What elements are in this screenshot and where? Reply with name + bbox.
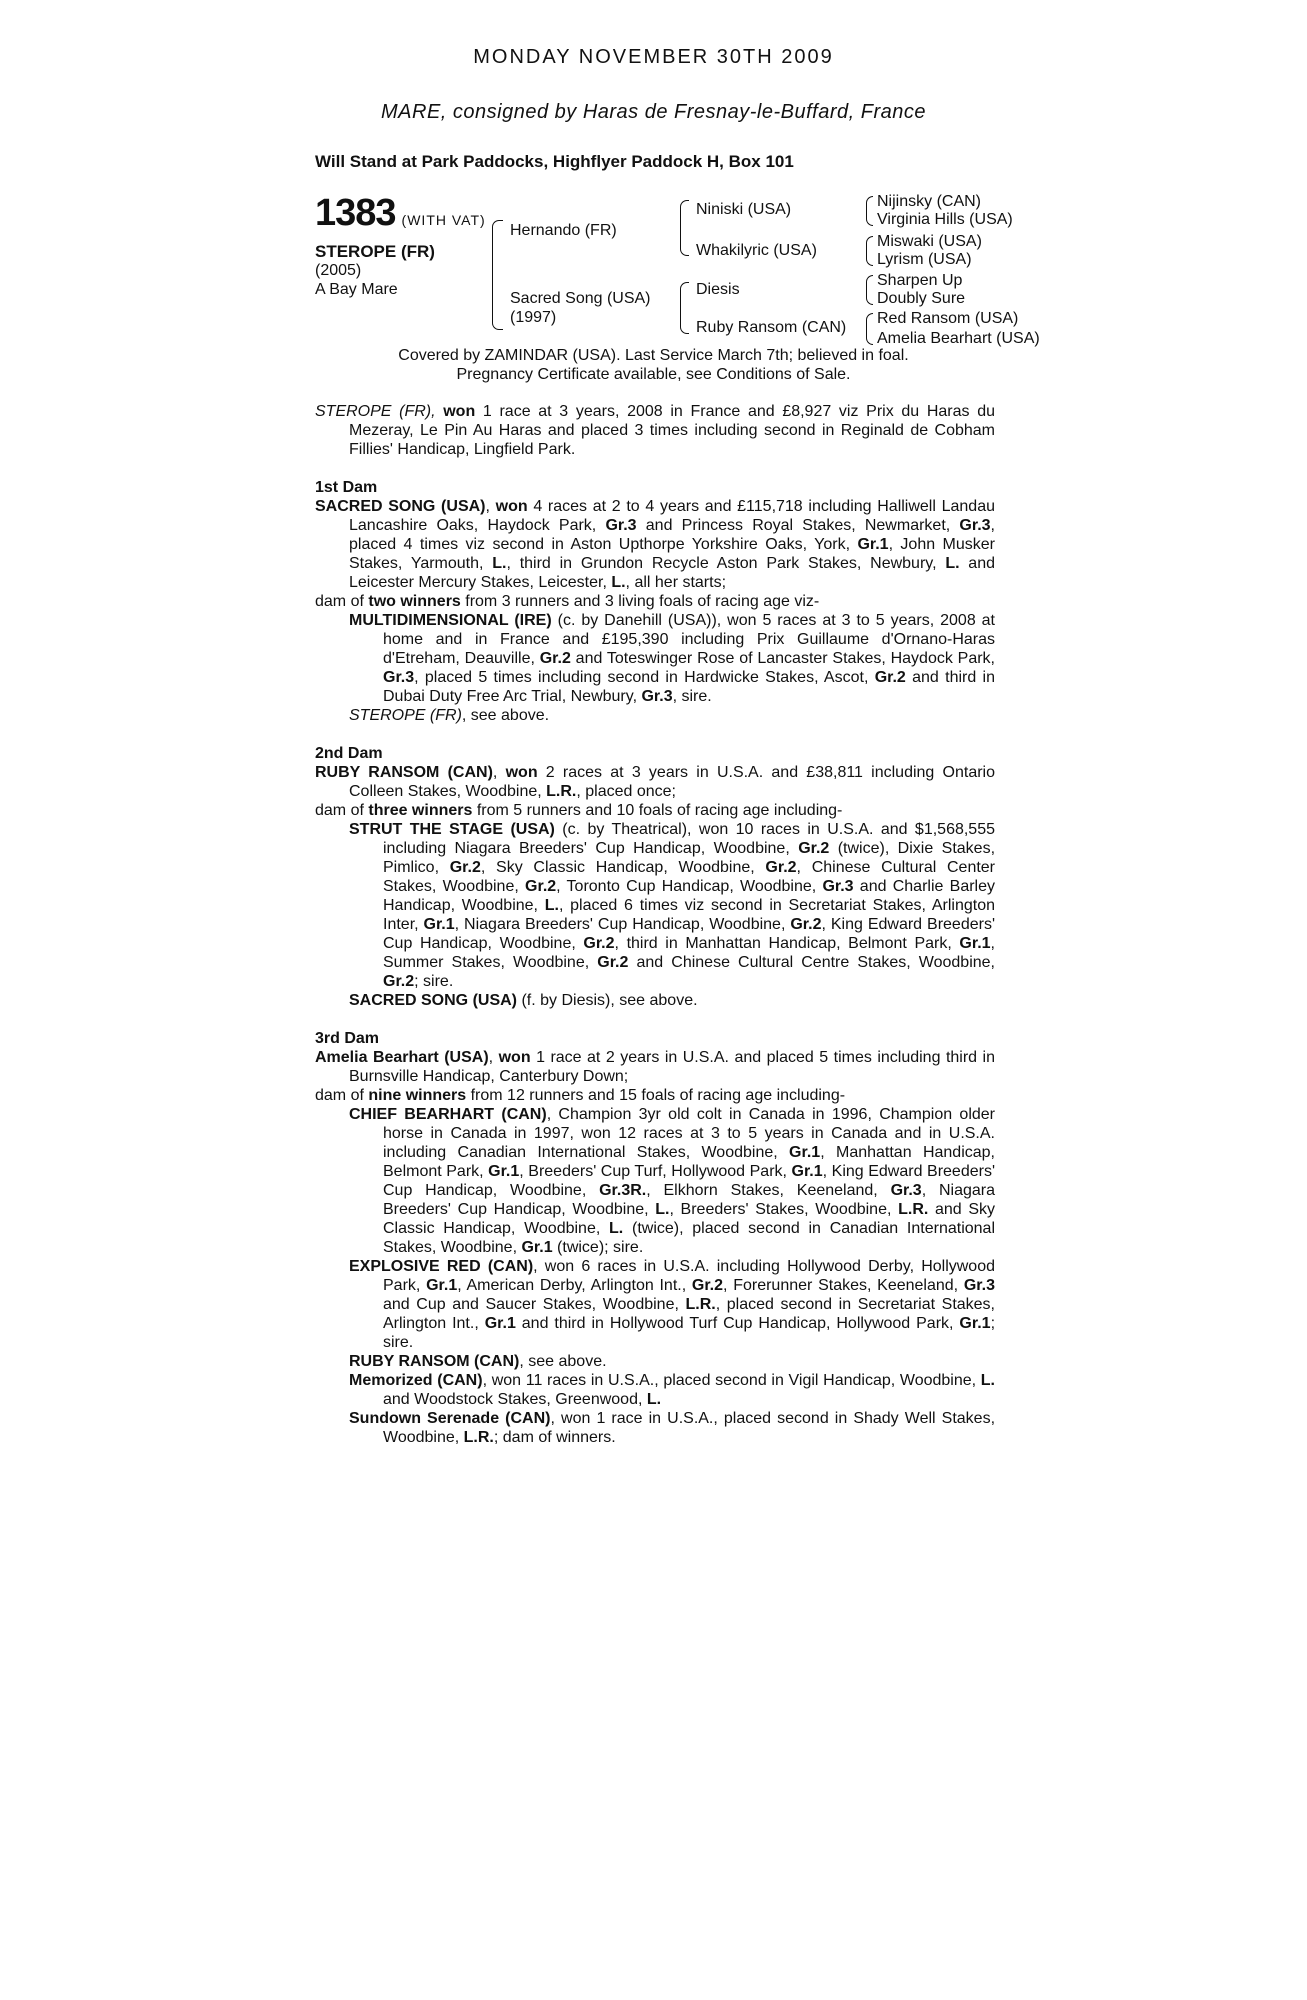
pedigree-brace-4 [866, 313, 873, 345]
grade: Gr.2 [583, 935, 615, 952]
grade: Gr.3 [641, 688, 673, 705]
horse-name: STEROPE (FR) [315, 242, 435, 261]
record-text: from 12 runners and 15 foals of racing age including- [466, 1087, 846, 1104]
record-text: , won 11 races in U.S.A., placed second in Vigil Handicap, Woodbine, [482, 1372, 981, 1389]
pedigree-ddd: Amelia Bearhart (USA) [877, 330, 1040, 347]
grade: L. [609, 1220, 624, 1237]
grade: Gr.2 [790, 916, 822, 933]
record-text: and third in Hollywood Turf Cup Handicap, Hollywood Park, [515, 1315, 960, 1332]
record-text: , Niagara Breeders' Cup Handicap, Woodbine, [383, 1182, 996, 1218]
record-text: , placed 6 times viz second in Secretariat Stakes, Arlington Inter, [383, 897, 995, 933]
pedigree-brace-dam [680, 282, 689, 334]
record-text: , Elkhorn Stakes, Keeneland, [646, 1182, 891, 1199]
grade: L. [611, 574, 626, 591]
grade: L. [980, 1372, 995, 1389]
grade: Gr.1 [488, 1163, 520, 1180]
record-text: , sire. [672, 688, 712, 705]
record-text: , won 6 races in U.S.A. including Hollywood Derby, Hollywood Park, [383, 1258, 995, 1294]
record-text: , Breeders' Stakes, Woodbine, [669, 1201, 899, 1218]
grade: Gr.3R. [599, 1182, 647, 1199]
first-dam-heading: 1st Dam [315, 479, 378, 496]
record-text: and Princess Royal Stakes, Newmarket, [636, 517, 960, 534]
third-dam-name: Amelia Bearhart (USA) [315, 1049, 489, 1066]
pedigree-brace-3 [866, 275, 873, 305]
winners-count: three winners [368, 802, 473, 819]
record-text: and Charlie Barley Handicap, Woodbine, [383, 878, 995, 914]
record-text: , won 1 race in U.S.A., placed second in Shady Well Stakes, Woodbine, [383, 1410, 996, 1446]
record-text: (twice), Dixie Stakes, Pimlico, [383, 840, 996, 876]
record-text: , Breeders' Cup Turf, Hollywood Park, [519, 1163, 792, 1180]
grade: L. [646, 1391, 662, 1408]
record-text: dam of [315, 1087, 369, 1104]
record-text: and Sky Classic Handicap, Woodbine, [383, 1201, 996, 1237]
grade: Gr.2 [539, 650, 571, 667]
winners-count: nine winners [368, 1087, 467, 1104]
pedigree-dam: Sacred Song (USA) [510, 290, 651, 307]
pedigree-sire-dam: Whakilyric (USA) [696, 242, 817, 259]
record-text: , all her starts; [625, 574, 727, 591]
grade: Gr.2 [597, 954, 629, 971]
intro-text: 1 race at 3 years, 2008 in France and £8,927 viz Prix du Haras du Mezeray, Le Pin Au Haras and placed 3 times including second in Reginald de Cobham Fillies' Handicap, Lingfield Park. [349, 403, 995, 458]
grade: L.R. [546, 783, 577, 800]
grade: Gr.2 [765, 859, 797, 876]
pedigree-dds: Red Ransom (USA) [877, 310, 1019, 327]
third-dam-produce-summary [315, 1086, 995, 1105]
grade: L. [492, 555, 507, 572]
first-dam-produce-summary [315, 592, 995, 611]
produce-entry [315, 611, 995, 706]
record-text: , American Derby, Arlington Int., [457, 1277, 692, 1294]
record-text: , third in Manhattan Handicap, Belmont Park, [614, 935, 960, 952]
grade: Gr.2 [383, 973, 415, 990]
grade: Gr.2 [525, 878, 557, 895]
intro-horse-name: STEROPE (FR), [315, 403, 436, 420]
second-dam-won: won [505, 764, 538, 781]
grade: Gr.1 [426, 1277, 458, 1294]
grade: Gr.2 [874, 669, 906, 686]
record-text: (twice); sire. [552, 1239, 644, 1256]
third-dam-won: won [498, 1049, 531, 1066]
produce-entry [315, 706, 995, 725]
second-dam-heading: 2nd Dam [315, 745, 383, 762]
second-dam-name: RUBY RANSOM (CAN) [315, 764, 493, 781]
consignor-line: MARE, consigned by Haras de Fresnay-le-Buffard, France [381, 101, 926, 123]
pedigree-sire-sire: Niniski (USA) [696, 201, 792, 218]
grade: Gr.1 [959, 935, 991, 952]
produce-name: EXPLOSIVE RED (CAN) [349, 1258, 534, 1275]
grade: Gr.1 [789, 1144, 821, 1161]
pedigree-dam-year: (1997) [510, 309, 557, 326]
record-text: 4 races at 2 to 4 years and £115,718 including Halliwell Landau Lancashire Oaks, Haydock Park, [349, 498, 995, 534]
record-text: , Forerunner Stakes, Keeneland, [723, 1277, 964, 1294]
grade: L. [544, 897, 559, 914]
produce-entry [315, 1371, 995, 1409]
record-text: , King Edward Breeders' Cup Handicap, Woodbine, [383, 916, 995, 952]
produce-name: Memorized (CAN) [349, 1372, 483, 1389]
winners-count: two winners [368, 593, 461, 610]
produce-entry [315, 1105, 995, 1257]
first-dam-record: SACRED SONG (USA), won 4 races at 2 to 4 years and £115,718 including Halliwell Landau Lancashire Oaks, Haydock Park, Gr.3 and Princess Royal Stakes, Newmarket, Gr.3, placed 4 times viz second in Aston Upthorpe Yorkshire Oaks, York, Gr.1, John Musker Stakes, Yarmouth, L., third in Grundon Recycle Aston Park Stakes, Newbury, L. and Leicester Mercury Stakes, Leicester, L., all her starts; [315, 498, 995, 591]
record-text: , Chinese Cultural Center Stakes, Woodbine, [383, 859, 996, 895]
pedigree-dam-sire: Diesis [696, 281, 740, 298]
produce-name: SACRED SONG (USA) [349, 992, 518, 1009]
record-text: , placed once; [576, 783, 676, 800]
second-dam-section [315, 744, 995, 1010]
record-text: , Toronto Cup Handicap, Woodbine, [556, 878, 823, 895]
third-dam-record: Amelia Bearhart (USA), won 1 race at 2 years in U.S.A. and placed 5 times including third in Burnsville Handicap, Canterbury Down; [315, 1049, 996, 1085]
record-text: , placed second in Secretariat Stakes, Arlington Int., [383, 1296, 996, 1332]
intro-won: won [443, 403, 476, 420]
third-dam-section [315, 1029, 995, 1447]
first-dam-section [315, 478, 995, 725]
record-text: and Chinese Cultural Centre Stakes, Woodbine, [628, 954, 995, 971]
pedigree-ssd: Virginia Hills (USA) [877, 211, 1013, 228]
pedigree-brace-1 [866, 196, 873, 226]
grade: Gr.2 [798, 840, 830, 857]
record-text: 2 races at 3 years in U.S.A. and £38,811 including Ontario Colleen Stakes, Woodbine, [349, 764, 996, 800]
lot-number: 1383 [315, 192, 396, 234]
record-text: and Cup and Saucer Stakes, Woodbine, [383, 1296, 686, 1313]
pedigree-dsd: Doubly Sure [877, 290, 966, 307]
record-text: and third in Dubai Duty Free Arc Trial, Newbury, [383, 669, 996, 705]
record-text: , see above. [461, 707, 550, 724]
record-text: ; sire. [383, 1315, 996, 1351]
vat-note: (WITH VAT) [401, 212, 486, 228]
record-text: ; dam of winners. [493, 1429, 616, 1446]
third-dam-heading: 3rd Dam [315, 1030, 380, 1047]
produce-name: CHIEF BEARHART (CAN) [349, 1106, 547, 1123]
record-text: dam of [315, 802, 369, 819]
foaling-year: (2005) [315, 262, 362, 279]
grade: Gr.1 [423, 916, 455, 933]
record-text: and Leicester Mercury Stakes, Leicester, [349, 555, 995, 591]
grade: Gr.1 [521, 1239, 553, 1256]
record-text: (c. by Danehill (USA)), won 5 races at 3 to 5 years, 2008 at home and in France and £195,390 including Prix Guillaume d'Ornano-Haras d'Etreham, Deauville, [383, 612, 995, 667]
record-text: from 5 runners and 10 foals of racing age including- [472, 802, 843, 819]
produce-entry [315, 1257, 995, 1352]
record-text: (c. by Theatrical), won 10 races in U.S.A. and $1,568,555 including Niagara Breeders' Cup Handicap, Woodbine, [383, 821, 996, 857]
produce-entry [315, 991, 995, 1010]
pedigree-brace-sire [680, 200, 689, 256]
record-text: , Sky Classic Handicap, Woodbine, [480, 859, 766, 876]
grade: L. [655, 1201, 670, 1218]
pedigree-sire: Hernando (FR) [510, 222, 617, 239]
grade: Gr.1 [857, 536, 889, 553]
produce-entry [315, 1352, 995, 1371]
record-text: , Niagara Breeders' Cup Handicap, Woodbine, [454, 916, 791, 933]
produce-name: RUBY RANSOM (CAN) [349, 1353, 520, 1370]
record-text: from 3 runners and 3 living foals of racing age viz- [460, 593, 820, 610]
record-text: and Toteswinger Rose of Lancaster Stakes, Haydock Park, [570, 650, 995, 667]
first-dam-won: won [495, 498, 528, 515]
grade: Gr.3 [890, 1182, 922, 1199]
grade: Gr.2 [691, 1277, 724, 1294]
grade: Gr.3 [383, 669, 415, 686]
lot-heading [315, 192, 486, 235]
grade: Gr.3 [822, 878, 854, 895]
record-text: , Champion 3yr old colt in Canada in 1996, Champion older horse in Canada in 1997, won 12 races at 3 to 5 years in Canada and in U.S.A. including Canadian International Stakes, Woodbine, [383, 1106, 995, 1161]
pedigree-dam-dam: Ruby Ransom (CAN) [696, 319, 847, 336]
first-dam-name: SACRED SONG (USA) [315, 498, 486, 515]
produce-name: MULTIDIMENSIONAL (IRE) [349, 612, 552, 629]
record-text: , John Musker Stakes, Yarmouth, [349, 536, 995, 572]
record-text: , Manhattan Handicap, Belmont Park, [383, 1144, 995, 1180]
produce-name: STRUT THE STAGE (USA) [349, 821, 555, 838]
grade: Gr.3 [605, 517, 637, 534]
grade: L.R. [463, 1429, 494, 1446]
grade: Gr.3 [963, 1277, 995, 1294]
pregnancy-note: Pregnancy Certificate available, see Conditions of Sale. [456, 366, 851, 383]
pedigree-brace-2 [866, 236, 873, 266]
second-dam-produce-summary [315, 801, 995, 820]
record-text: 1 race at 2 years in U.S.A. and placed 5 times including third in Burnsville Handicap, Canterbury Down; [349, 1049, 996, 1085]
pedigree-sds: Miswaki (USA) [877, 233, 982, 250]
covered-note: Covered by ZAMINDAR (USA). Last Service March 7th; believed in foal. [398, 347, 909, 364]
record-text: dam of [315, 593, 369, 610]
record-text: and Woodstock Stakes, Greenwood, [383, 1391, 647, 1408]
produce-entry [315, 820, 995, 991]
horse-description: A Bay Mare [315, 281, 398, 298]
produce-entry [315, 1409, 995, 1447]
record-text: (twice), placed second in Canadian International Stakes, Woodbine, [383, 1220, 995, 1256]
record-text: , third in Grundon Recycle Aston Park Stakes, Newbury, [506, 555, 946, 572]
record-text: ; sire. [414, 973, 454, 990]
record-text: , Summer Stakes, Woodbine, [383, 935, 995, 971]
grade: Gr.1 [484, 1315, 516, 1332]
record-text: , placed 5 times including second in Hardwicke Stakes, Ascot, [414, 669, 875, 686]
second-dam-record: RUBY RANSOM (CAN), won 2 races at 3 years in U.S.A. and £38,811 including Ontario Colleen Stakes, Woodbine, L.R., placed once; [315, 764, 996, 800]
grade: Gr.3 [959, 517, 991, 534]
produce-name: Sundown Serenade (CAN) [349, 1410, 551, 1427]
grade: Gr.1 [959, 1315, 991, 1332]
produce-name: STEROPE (FR) [349, 707, 462, 724]
sale-date: MONDAY NOVEMBER 30TH 2009 [473, 46, 834, 68]
grade: Gr.1 [791, 1163, 823, 1180]
pedigree-brace-main [492, 220, 503, 330]
grade: L.R. [685, 1296, 716, 1313]
pedigree-sdd: Lyrism (USA) [877, 251, 972, 268]
record-text: , see above. [519, 1353, 607, 1370]
record-text: , placed 4 times viz second in Aston Upthorpe Yorkshire Oaks, York, [349, 517, 995, 553]
grade: L.R. [898, 1201, 929, 1218]
record-text: , King Edward Breeders' Cup Handicap, Woodbine, [383, 1163, 995, 1199]
pedigree-sss: Nijinsky (CAN) [877, 193, 981, 210]
stable-location: Will Stand at Park Paddocks, Highflyer Paddock H, Box 101 [315, 152, 794, 171]
pedigree-dss: Sharpen Up [877, 272, 963, 289]
grade: Gr.2 [449, 859, 481, 876]
race-record-intro [315, 402, 995, 459]
record-text: (f. by Diesis), see above. [517, 992, 698, 1009]
grade: L. [945, 555, 960, 572]
